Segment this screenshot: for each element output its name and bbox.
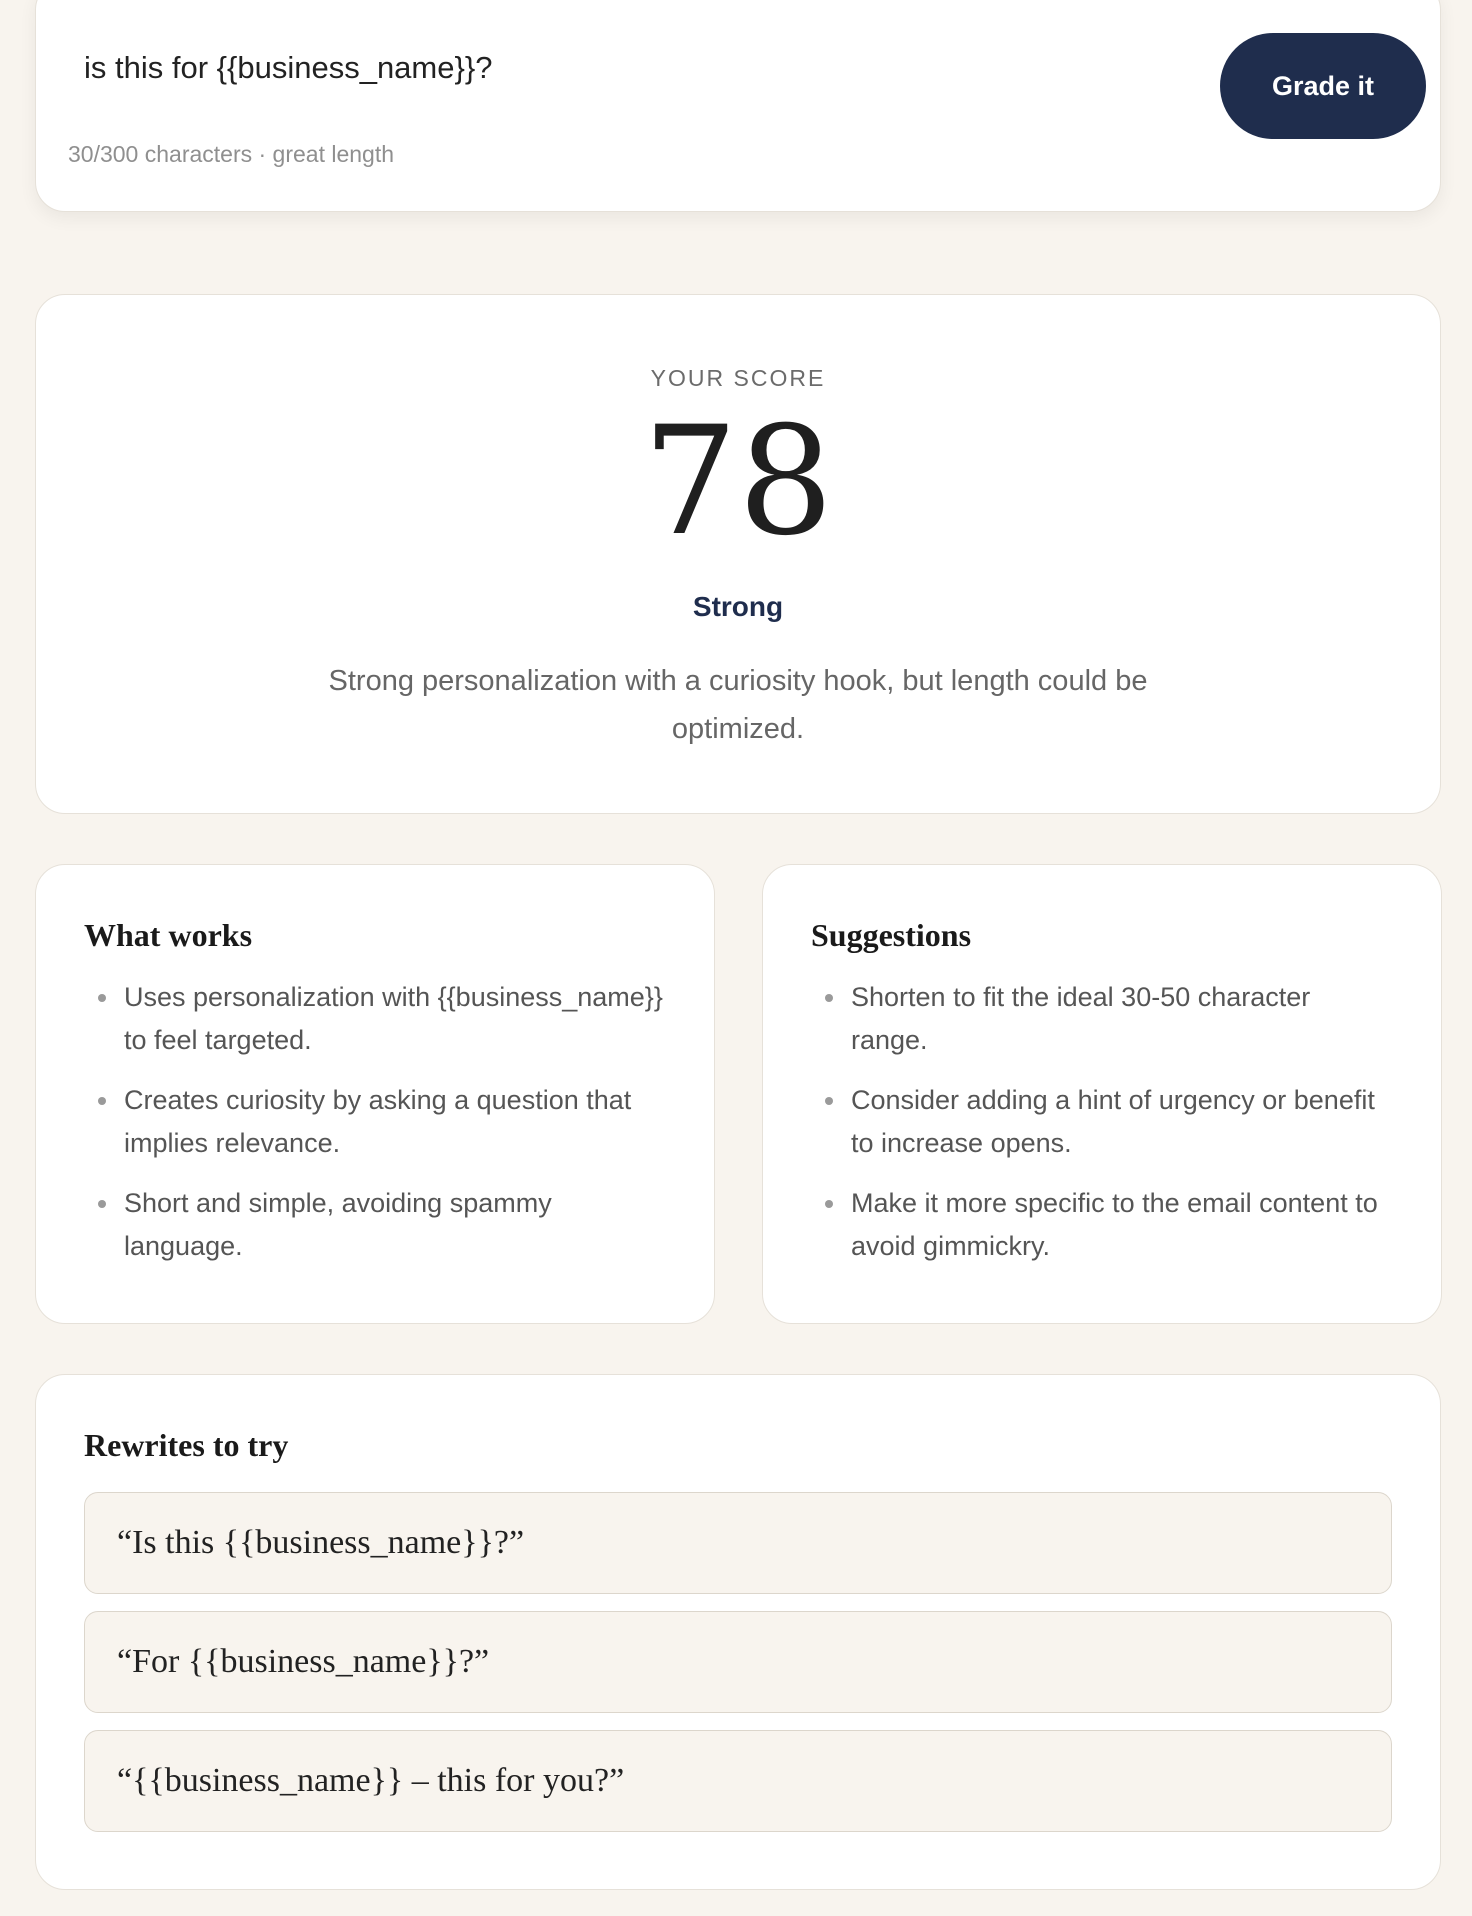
character-count: 30/300 characters · great length <box>68 141 395 167</box>
rewrite-option-3[interactable]: “{{business_name}} – this for you?” <box>84 1730 1392 1832</box>
list-item: Consider adding a hint of urgency or benefit to increase opens. <box>811 1079 1393 1165</box>
score-rating: Strong <box>692 591 784 622</box>
subject-line-input[interactable] <box>84 27 1164 109</box>
list-item: Make it more specific to the email content to avoid gimmickry. <box>811 1182 1393 1268</box>
grade-it-button[interactable]: Grade it <box>1220 33 1426 139</box>
suggestions-card <box>762 864 1442 1324</box>
rewrites-heading: Rewrites to try <box>84 1427 289 1463</box>
score-card <box>35 294 1441 814</box>
rewrites-card <box>35 1374 1441 1890</box>
list-item: Creates curiosity by asking a question that implies relevance. <box>84 1079 666 1165</box>
list-item: Uses personalization with {{business_name}} to feel targeted. <box>84 976 666 1062</box>
list-item: Shorten to fit the ideal 30-50 character range. <box>811 976 1393 1062</box>
score-label: YOUR SCORE <box>650 365 826 391</box>
what-works-list <box>84 976 666 1268</box>
list-item: Short and simple, avoiding spammy language. <box>84 1182 666 1268</box>
score-value: 78 <box>642 395 834 569</box>
rewrite-option-2[interactable]: “For {{business_name}}?” <box>84 1611 1392 1713</box>
suggestions-list <box>811 976 1393 1268</box>
score-summary: Strong personalization with a curiosity hook, but length could be optimized. <box>328 665 1148 745</box>
suggestions-heading: Suggestions <box>811 917 972 953</box>
what-works-card <box>35 864 715 1324</box>
subject-input-card <box>35 0 1441 212</box>
what-works-heading: What works <box>84 917 253 953</box>
rewrite-option-1[interactable]: “Is this {{business_name}}?” <box>84 1492 1392 1594</box>
